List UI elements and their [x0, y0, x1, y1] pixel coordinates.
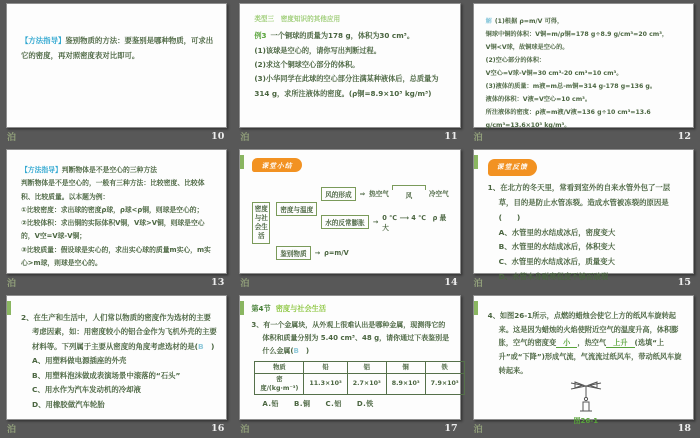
solution-line: (2)空心部分的体积：	[485, 57, 546, 65]
slide-thumbnail-12[interactable]	[473, 3, 694, 128]
option-c: C、水管里的水结成冰后，质量变大	[498, 257, 615, 267]
slide-thumbnail-16[interactable]	[6, 295, 227, 420]
wind-bracket	[392, 185, 426, 200]
corner-accent-bar	[240, 155, 244, 169]
wind-label: 风	[405, 191, 413, 200]
option-c: C、用水作为汽车发动机的冷却液	[32, 385, 141, 395]
solution-line: 铜球中铜的体积：V铜=m/ρ铜=178 g÷8.9 g/cm³=20 cm³，	[485, 31, 669, 39]
watermark-logo: 泊	[240, 279, 250, 289]
watermark-logo: 泊	[240, 425, 250, 435]
slide-thumbnail-10[interactable]	[6, 3, 227, 128]
page-number: 12	[677, 131, 691, 142]
page-number: 10	[211, 131, 225, 142]
table-header: 铁	[425, 361, 464, 373]
figure-caption: 图26-1	[573, 417, 599, 426]
page-number: 14	[444, 277, 458, 288]
solution-line: V铜<V球，故铜球是空心的。	[485, 44, 569, 52]
table-header: 铝	[347, 361, 386, 373]
watermark-logo: 泊	[7, 133, 17, 143]
page-number: 17	[444, 423, 458, 434]
water-anomaly-text: 0 ℃ ⟶ 4 ℃ ρ 最大	[382, 213, 447, 232]
corner-accent-bar	[7, 301, 11, 315]
table-cell: 2.7×10³	[347, 373, 386, 394]
method-guide-text: 鉴别物质的方法：要鉴别是哪种物质，可求出它的密度，再对照密度表对比即可。	[21, 36, 214, 60]
page-number: 15	[677, 277, 691, 288]
corner-accent-bar	[474, 301, 478, 315]
watermark-logo: 泊	[7, 279, 17, 289]
pinwheel-candle-figure	[563, 378, 609, 414]
slide-cell-13	[0, 146, 233, 292]
solution-text: (1)根据 ρ=m/V 可得，	[494, 18, 564, 25]
cell-footer	[239, 274, 460, 291]
example-intro: 一个铜球的质量为178 g，体积为30 cm³。	[270, 31, 415, 41]
cell-footer	[6, 128, 227, 145]
table-cell: 8.9×10³	[386, 373, 425, 394]
option-d: D、用橡胶做汽车轮胎	[32, 399, 105, 409]
watermark-logo: 泊	[473, 425, 483, 435]
solution-line: 所注液体的密度：ρ液=m液/V液=136 g÷10 cm³=13.6 g/cm³=13.6×10³ kg/m³。	[485, 109, 651, 130]
watermark-logo: 泊	[7, 425, 17, 435]
slide-cell-16	[0, 292, 233, 438]
feedback-badge: 课堂反馈	[488, 159, 537, 176]
answer-letter: B	[197, 341, 204, 351]
slide-cell-12	[467, 0, 700, 146]
watermark-logo: 泊	[473, 133, 483, 143]
slide-thumbnail-15[interactable]	[473, 149, 694, 281]
solution-line: (3)液体的质量：m液=m总-m铜=314 g-178 g=136 g。	[485, 83, 657, 91]
double-arrow-icon: ⇒	[359, 189, 366, 198]
question-text: 3、有一个金属块，从外观上很难认出是哪种金属，现测得它的体积和质量分别为 5.40 cm³、48 g，请你通过下表鉴别是什么金属(	[251, 320, 450, 356]
method-guide-title-line	[21, 164, 214, 177]
slide-thumbnail-14[interactable]	[239, 149, 460, 274]
cell-footer	[239, 128, 460, 145]
question-text: 2、在生产和生活中，人们常以物质的密度作为选材的主要考虑因素，如：用密度较小的铝合金作为飞机外壳的主要材料等。下列属于主要从密度的角度考虑选材的是(	[21, 313, 217, 351]
density-table	[254, 361, 464, 395]
option-a: A、用塑料做电源插座的外壳	[32, 356, 127, 366]
slide-cell-11	[233, 0, 466, 146]
concept-map	[252, 187, 451, 260]
page-number: 16	[211, 423, 225, 434]
map-branch-temperature	[276, 187, 451, 232]
answer-letter: B	[293, 347, 299, 356]
method-line: ②比较体积：求出铜的实际体积V铜，V球>V铜，则球是空心的，V空=V球-V铜；	[21, 219, 205, 241]
table-header: 铜	[386, 361, 425, 373]
map-node: 水的反常膨胀	[321, 215, 369, 229]
example-label: 例3	[254, 31, 267, 41]
option-b: B、用塑料泡沫做成表演场景中滚落的“石头”	[32, 370, 181, 380]
section-number: 第4节	[251, 304, 271, 313]
question-3	[251, 319, 450, 359]
method-line: 判断物体是不是空心的，一般有三种方法：比较密度、比较体积、比较质量。以本题为例：	[21, 179, 205, 201]
map-water-row	[321, 212, 451, 232]
slide-cell-14	[233, 146, 466, 292]
wind-diagram	[369, 188, 449, 200]
question-text: )	[203, 341, 215, 351]
method-line: ③比较质量：假设球是实心的，求出实心球的质量m实心，m实心>m球，则球是空心的。	[21, 245, 211, 267]
map-subbranches	[321, 187, 451, 232]
page-number: 11	[444, 131, 458, 142]
solution-line: 液体的体积：V液=V空心=10 cm³。	[485, 96, 592, 104]
option-b: B、水管里的水结成冰后，体积变大	[498, 242, 616, 252]
cold-air-label: 冷空气	[428, 189, 449, 198]
map-branch-identify	[276, 246, 451, 260]
slide-thumbnail-17[interactable]	[239, 295, 460, 420]
density-formula: ρ=m/V	[324, 248, 349, 257]
watermark-logo: 泊	[473, 279, 483, 289]
question-2	[21, 311, 217, 354]
question-item: (3)小华同学在此球的空心部分注满某种液体后，总质量为314 g，求所注液体的密度。(ρ铜=8.9×10³ kg/m³)	[254, 74, 439, 98]
corner-accent-bar	[240, 301, 244, 315]
method-guide-tag: 【方法指导】	[21, 166, 62, 174]
section-title: 密度与社会生活	[275, 304, 327, 313]
table-header: 铅	[304, 361, 347, 373]
summary-badge: 课堂小结	[252, 158, 301, 172]
cell-footer	[239, 420, 460, 437]
table-cell: 7.9×10³	[425, 373, 464, 394]
map-node: 鉴别物质	[276, 246, 310, 260]
question-text: )	[298, 347, 310, 356]
option-d: D、水管本身耐寒程度不够而破裂	[498, 271, 609, 281]
table-value-row	[255, 373, 464, 394]
question-4	[488, 309, 684, 377]
method-line: ①比较密度：求出球的密度ρ球，ρ球<ρ铜，则球是空心的；	[21, 205, 204, 214]
option-a: A、水管里的水结成冰后，密度变大	[498, 227, 616, 237]
slide-thumbnail-11[interactable]	[239, 3, 460, 128]
table-header: 物质	[255, 361, 304, 373]
slide-cell-17	[233, 292, 466, 438]
slide-cell-15	[467, 146, 700, 292]
method-guide-title: 判断物体是不是空心的三种方法	[61, 166, 157, 174]
map-node: 风的形成	[321, 187, 355, 201]
slide-thumbnail-18[interactable]	[473, 295, 694, 426]
map-root-node: 密度与社会生活	[252, 202, 270, 245]
figure-container	[488, 378, 684, 428]
slide-cell-10	[0, 0, 233, 146]
question-text: (选填“上升”或“下降”)形成气流，气流流过纸风车，带动纸风车旋转起来。	[498, 338, 682, 375]
question-text: ，热空气	[577, 338, 607, 348]
cell-footer	[6, 420, 227, 437]
solution-label: 解	[485, 18, 492, 25]
method-guide-paragraph	[21, 34, 214, 64]
watermark-logo: 泊	[240, 133, 250, 143]
question-text: 4、如图26-1所示，点燃的蜡烛会使它上方的纸风车旋转起来。这是因为蜡烛的火焰使附近空气的温度升高，体积膨胀，空气的密度变	[487, 311, 679, 348]
slide-thumbnail-13[interactable]	[6, 149, 227, 274]
type-heading: 类型三 密度知识的其他应用	[254, 15, 341, 23]
corner-accent-bar	[474, 155, 478, 169]
solution-line: V空心=V球-V铜=30 cm³-20 cm³=10 cm³。	[485, 70, 623, 78]
page-number: 18	[677, 423, 691, 434]
table-header-row	[255, 361, 464, 373]
options-line: A.铅 B.铜 C.铝 D.铁	[262, 399, 374, 408]
hot-air-label: 热空气	[369, 189, 389, 198]
page-number: 13	[211, 277, 225, 288]
question-item: (2)求这个铜球空心部分的体积。	[254, 60, 360, 69]
question-item: (1)该球是空心的，请你写出判断过程。	[254, 45, 381, 55]
section-header	[251, 302, 450, 316]
solution-line	[486, 15, 684, 28]
arrow-icon: →	[314, 248, 321, 257]
map-wind-row	[321, 187, 451, 201]
table-cell: 11.3×10³	[304, 373, 347, 394]
method-guide-tag: 【方法指导】	[21, 36, 66, 45]
filled-blank: 上升	[606, 338, 634, 348]
question-1: 1、在北方的冬天里，常看到室外的自来水管外包了一层草，目的是防止水管冻裂。造成水管被冻裂的原因是( )	[487, 183, 671, 222]
map-node: 密度与温度	[276, 202, 317, 216]
filled-blank: 小	[556, 338, 577, 348]
slide-cell-18	[467, 292, 700, 438]
example-line	[254, 29, 447, 43]
map-branches	[276, 187, 451, 260]
arrow-icon: →	[372, 217, 379, 226]
cell-footer	[6, 274, 227, 291]
table-row-label: 密度/(kg·m⁻³)	[255, 373, 304, 394]
